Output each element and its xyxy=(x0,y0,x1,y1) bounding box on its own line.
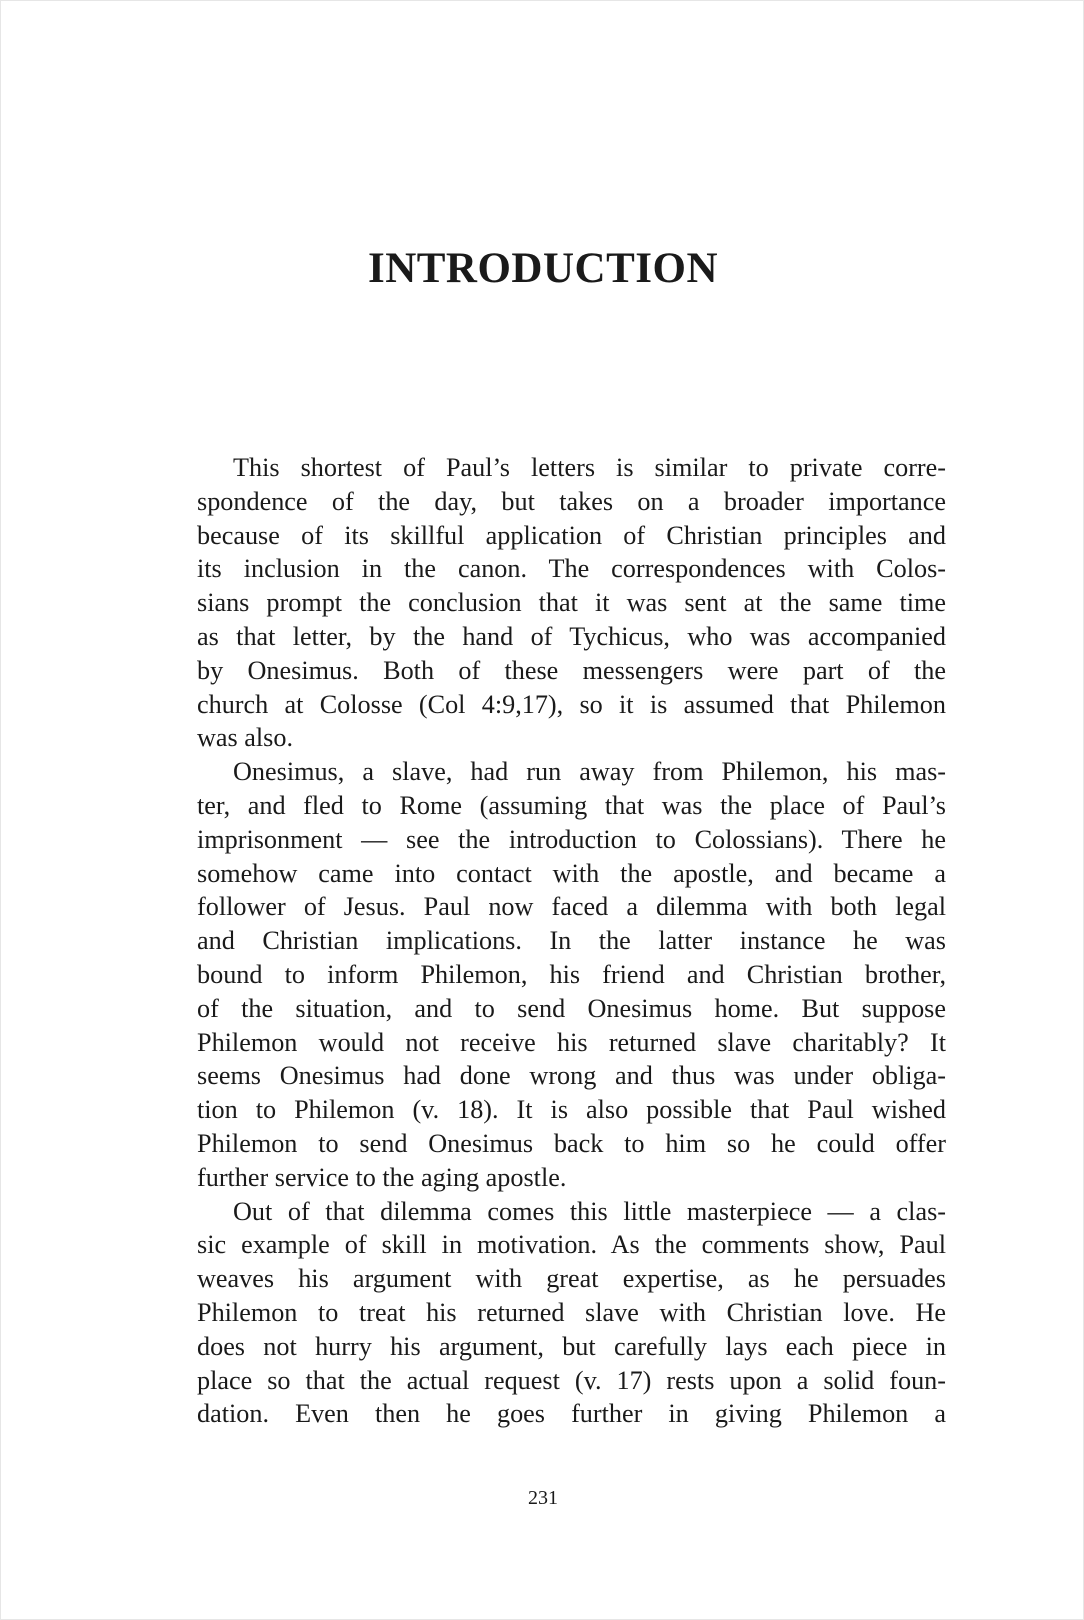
text-line: church at Colosse (Col 4:9,17), so it is assumed that Philemon xyxy=(197,689,946,719)
text-line: its inclusion in the canon. The correspondences with Colos- xyxy=(197,554,946,584)
text-line: Philemon to treat his returned slave with Christian love. He xyxy=(197,1297,946,1327)
paragraph-3 xyxy=(197,1195,946,1432)
paragraph-2 xyxy=(197,755,946,1194)
text-line: Out of that dilemma comes this little masterpiece — a clas- xyxy=(233,1196,946,1226)
text-line: and Christian implications. In the latter instance he was xyxy=(197,926,946,956)
text-line: bound to inform Philemon, his friend and Christian brother, xyxy=(197,959,946,989)
text-line: weaves his argument with great expertise, as he persuades xyxy=(197,1264,946,1294)
text-line: because of its skillful application of Christian principles and xyxy=(197,520,946,550)
text-line: Philemon would not receive his returned slave charitably? It xyxy=(197,1027,946,1057)
text-line: Philemon to send Onesimus back to him so he could offer xyxy=(197,1128,946,1158)
text-line: was also. xyxy=(197,723,294,753)
text-line: of the situation, and to send Onesimus home. But suppose xyxy=(197,993,946,1023)
text-line: ter, and fled to Rome (assuming that was the place of Paul’s xyxy=(197,790,946,820)
text-line: spondence of the day, but takes on a broader importance xyxy=(197,486,946,516)
text-line: dation. Even then he goes further in giving Philemon a xyxy=(197,1399,946,1429)
text-line: tion to Philemon (v. 18). It is also possible that Paul wished xyxy=(197,1095,946,1125)
paragraph-1 xyxy=(197,451,946,755)
text-line: somehow came into contact with the apostle, and became a xyxy=(197,858,946,888)
text-line: as that letter, by the hand of Tychicus, who was accompanied xyxy=(197,621,946,651)
text-line: sic example of skill in motivation. As the comments show, Paul xyxy=(197,1230,946,1260)
text-line: Onesimus, a slave, had run away from Philemon, his mas- xyxy=(233,757,946,787)
text-line: by Onesimus. Both of these messengers were part of the xyxy=(197,655,946,685)
chapter-title: INTRODUCTION xyxy=(367,245,719,292)
text-line: follower of Jesus. Paul now faced a dilemma with both legal xyxy=(197,892,946,922)
text-line: This shortest of Paul’s letters is similar to private corre- xyxy=(233,453,946,482)
page-number: 231 xyxy=(528,1487,558,1509)
text-line: place so that the actual request (v. 17) rests upon a solid foun- xyxy=(197,1365,946,1395)
text-line: does not hurry his argument, but carefully lays each piece in xyxy=(197,1331,946,1361)
text-line: further service to the aging apostle. xyxy=(197,1162,567,1192)
body-text xyxy=(197,451,946,1431)
text-line: sians prompt the conclusion that it was sent at the same time xyxy=(197,588,946,618)
text-line: seems Onesimus had done wrong and thus was under obliga- xyxy=(197,1061,946,1091)
text-line: imprisonment — see the introduction to Colossians). There he xyxy=(197,824,946,854)
